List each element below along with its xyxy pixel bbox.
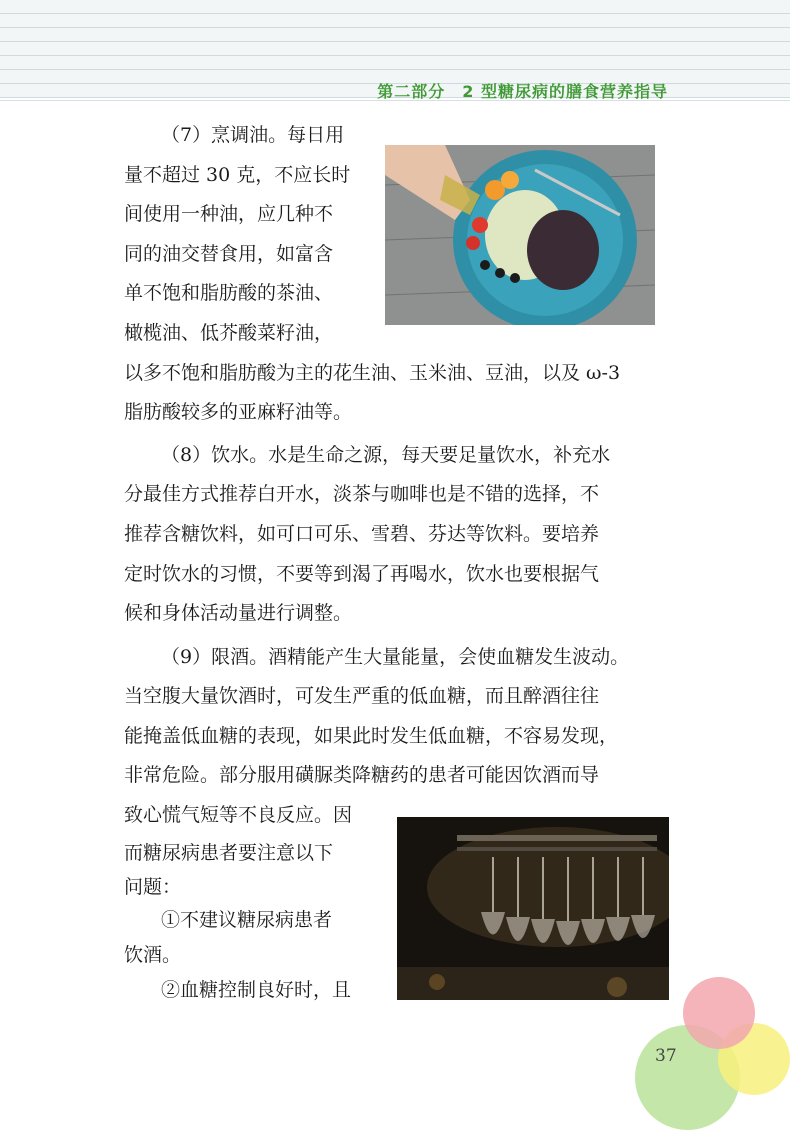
item8-line-2: 分最佳方式推荐白开水，淡茶与咖啡也是不错的选择，不 [124, 483, 600, 505]
item8-line-1: （8）饮水。水是生命之源，每天要足量饮水，补充水 [161, 444, 611, 466]
item8-line-5: 候和身体活动量进行调整。 [124, 602, 353, 624]
item7-line-3: 间使用一种油，应几种不 [124, 203, 334, 225]
item9-line-2: 当空腹大量饮酒时，可发生严重的低血糖，而且醉酒往往 [124, 685, 600, 707]
item9-line-8: ①不建议糖尿病患者 [161, 909, 333, 931]
item7-line-6: 橄榄油、低芥酸菜籽油， [124, 322, 334, 344]
page-number: 37 [655, 1046, 677, 1066]
item8-line-3: 推荐含糖饮料，如可口可乐、雪碧、芬达等饮料。要培养 [124, 523, 600, 545]
item9-line-6: 而糖尿病患者要注意以下 [124, 842, 334, 864]
item7-line-2: 量不超过 30 克，不应长时 [124, 164, 351, 186]
item7-line-4: 同的油交替食用，如富含 [124, 243, 334, 265]
item7-line-1: （7）烹调油。每日用 [161, 124, 345, 146]
salad-oil-photo [385, 145, 655, 325]
decorative-pink-circle [683, 977, 755, 1049]
item9-line-10: ②血糖控制良好时，且 [161, 979, 352, 1001]
item9-line-9: 饮酒。 [124, 944, 182, 966]
item8-line-4: 定时饮水的习惯，不要等到渴了再喝水，饮水也要根据气 [124, 563, 600, 585]
wine-glasses-photo [397, 817, 669, 1000]
running-header-title: 第二部分 2 型糖尿病的膳食营养指导 [377, 82, 668, 101]
item7-line-5: 单不饱和脂肪酸的茶油、 [124, 282, 334, 304]
item9-line-5: 致心慌气短等不良反应。因 [124, 804, 353, 826]
item9-line-7: 问题： [124, 876, 182, 898]
item7-line-8: 脂肪酸较多的亚麻籽油等。 [124, 401, 353, 423]
item7-line-7: 以多不饱和脂肪酸为主的花生油、玉米油、豆油，以及 ω-3 [124, 362, 621, 384]
item9-line-4: 非常危险。部分服用磺脲类降糖药的患者可能因饮酒而导 [124, 764, 600, 786]
item9-line-1: （9）限酒。酒精能产生大量能量，会使血糖发生波动。 [161, 646, 630, 668]
item9-line-3: 能掩盖低血糖的表现，如果此时发生低血糖，不容易发现， [124, 725, 619, 747]
